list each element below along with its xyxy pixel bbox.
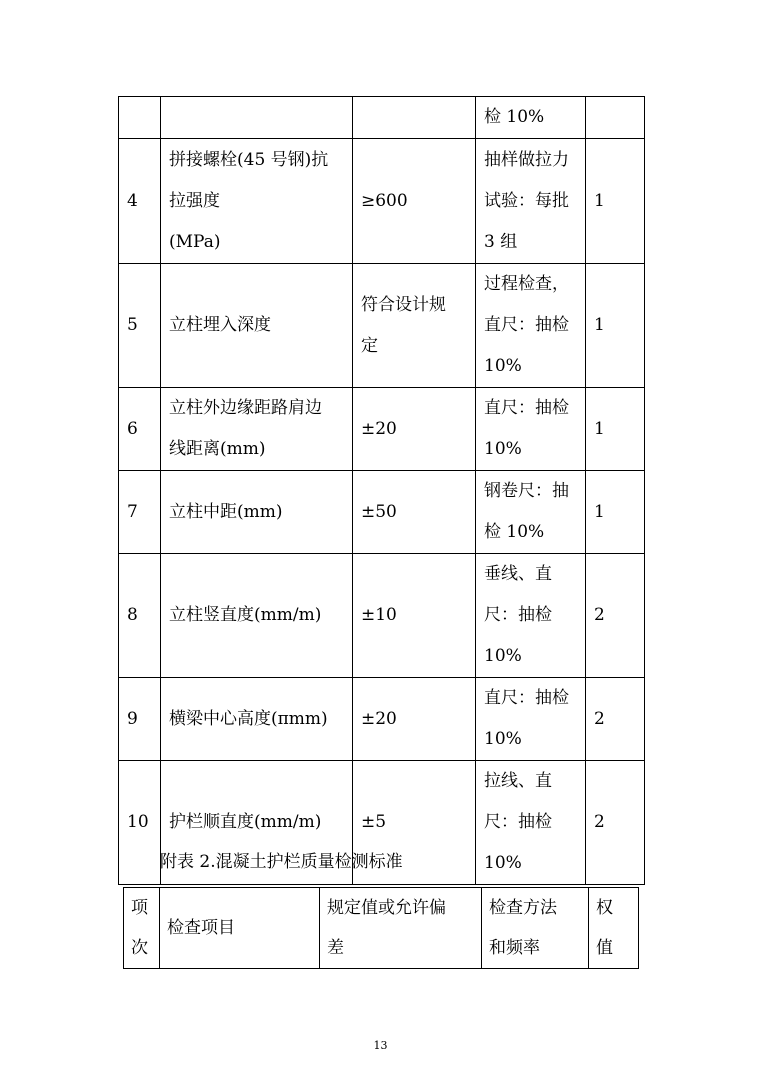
cell-method-line: 10% <box>484 729 522 749</box>
cell-method-line: 10% <box>484 356 522 376</box>
cell-item-line: 拉强度 <box>169 190 220 211</box>
cell-item <box>161 554 353 678</box>
cell-item-line: 线距离(mm) <box>169 439 266 459</box>
cell-spec-line: ±10 <box>361 605 397 625</box>
cell-spec-line: ±5 <box>361 812 387 832</box>
cell-method <box>476 264 586 388</box>
cell-method-line: 10% <box>484 646 522 666</box>
cell-weight: 1 <box>586 388 645 471</box>
cell-item-line: (MPa) <box>169 231 221 252</box>
cell-no: 6 <box>119 388 161 471</box>
cell-method-line: 10% <box>484 853 522 873</box>
header-spec-line: 差 <box>327 938 344 958</box>
cell-no: 8 <box>119 554 161 678</box>
cell-spec <box>353 554 476 678</box>
cell-spec <box>353 678 476 761</box>
header-item-line: 检查项目 <box>167 918 235 938</box>
cell-spec <box>353 471 476 554</box>
cell-method-line: 过程检查， <box>484 274 569 294</box>
header-weight-line: 值 <box>596 938 613 958</box>
header-no-line: 项 <box>131 898 148 918</box>
quality-table-1-body <box>119 97 645 885</box>
cell-item-line: 护栏顺直度(mm/m) <box>169 812 322 832</box>
header-method-line: 和频率 <box>489 938 540 958</box>
table-row <box>119 264 645 388</box>
table-row <box>119 554 645 678</box>
header-method <box>482 888 589 969</box>
cell-spec-line: 定 <box>361 335 378 356</box>
header-weight <box>589 888 639 969</box>
cell-method-line: 抽样做拉力 <box>484 149 569 170</box>
cell-weight: 2 <box>586 554 645 678</box>
table-row <box>119 471 645 554</box>
cell-item <box>161 264 353 388</box>
header-spec-line: 规定值或允许偏 <box>327 898 446 918</box>
cell-item-line: 拼接螺栓(45 号钢)抗 <box>169 149 329 170</box>
cell-item-line: 立柱外边缘距路肩边 <box>169 398 322 418</box>
cell-method <box>476 97 586 139</box>
cell-item-line: 横梁中心高度(πmm) <box>169 708 328 729</box>
cell-weight: 1 <box>586 471 645 554</box>
table-row <box>119 388 645 471</box>
cell-method <box>476 678 586 761</box>
header-spec <box>320 888 482 969</box>
cell-weight <box>586 97 645 139</box>
header-no-line: 次 <box>131 938 148 958</box>
cell-item <box>161 388 353 471</box>
header-item <box>160 888 320 969</box>
cell-method-line: 直尺：抽检 <box>484 315 569 335</box>
cell-weight: 2 <box>586 761 645 885</box>
cell-method-line: 垂线、直 <box>484 564 552 584</box>
cell-method-line: 检 10% <box>484 107 545 127</box>
cell-item <box>161 678 353 761</box>
header-method-line: 检查方法 <box>489 898 557 918</box>
cell-spec-line: ±50 <box>361 501 397 522</box>
table-row <box>119 678 645 761</box>
cell-item-line: 立柱中距(mm) <box>169 501 283 522</box>
cell-item-line: 立柱埋入深度 <box>169 315 271 335</box>
cell-spec <box>353 97 476 139</box>
cell-method-line: 尺：抽检 <box>484 812 552 832</box>
cell-spec <box>353 388 476 471</box>
cell-item <box>161 139 353 264</box>
cell-no: 4 <box>119 139 161 264</box>
cell-no: 10 <box>119 761 161 885</box>
cell-weight: 2 <box>586 678 645 761</box>
cell-spec <box>353 139 476 264</box>
header-weight-line: 权 <box>596 898 613 918</box>
cell-no: 9 <box>119 678 161 761</box>
cell-no: 5 <box>119 264 161 388</box>
cell-item-line: 立柱竖直度(mm/m) <box>169 605 322 625</box>
cell-method-line: 检 10% <box>484 522 545 542</box>
cell-weight: 1 <box>586 264 645 388</box>
cell-method-line: 直尺：抽检 <box>484 398 569 418</box>
cell-method-line: 拉线、直 <box>484 771 552 791</box>
cell-method-line: 试验：每批 <box>484 190 569 211</box>
cell-spec-line: ±20 <box>361 418 397 439</box>
table-row <box>119 139 645 264</box>
cell-spec-line: 符合设计规 <box>361 294 446 315</box>
cell-method-line: 10% <box>484 439 522 459</box>
table2-header-row <box>124 888 639 969</box>
cell-no <box>119 97 161 139</box>
cell-method <box>476 554 586 678</box>
cell-method <box>476 761 586 885</box>
cell-method-line: 钢卷尺：抽 <box>484 481 569 501</box>
table-caption: 附表 2.混凝土护栏质量检测标准 <box>160 852 403 872</box>
cell-method-line: 尺：抽检 <box>484 605 552 625</box>
cell-spec-line: ±20 <box>361 708 397 729</box>
quality-table-1 <box>118 96 645 885</box>
cell-method <box>476 388 586 471</box>
table-row <box>119 97 645 139</box>
cell-item <box>161 471 353 554</box>
cell-method <box>476 139 586 264</box>
cell-spec-line: ≥600 <box>361 190 408 211</box>
cell-weight: 1 <box>586 139 645 264</box>
page-number: 13 <box>373 1039 388 1052</box>
header-no <box>124 888 160 969</box>
cell-no: 7 <box>119 471 161 554</box>
cell-item <box>161 97 353 139</box>
quality-table-2 <box>123 887 639 969</box>
cell-method-line: 直尺：抽检 <box>484 688 569 708</box>
cell-spec <box>353 264 476 388</box>
cell-method-line: 3 组 <box>484 231 518 252</box>
cell-method <box>476 471 586 554</box>
